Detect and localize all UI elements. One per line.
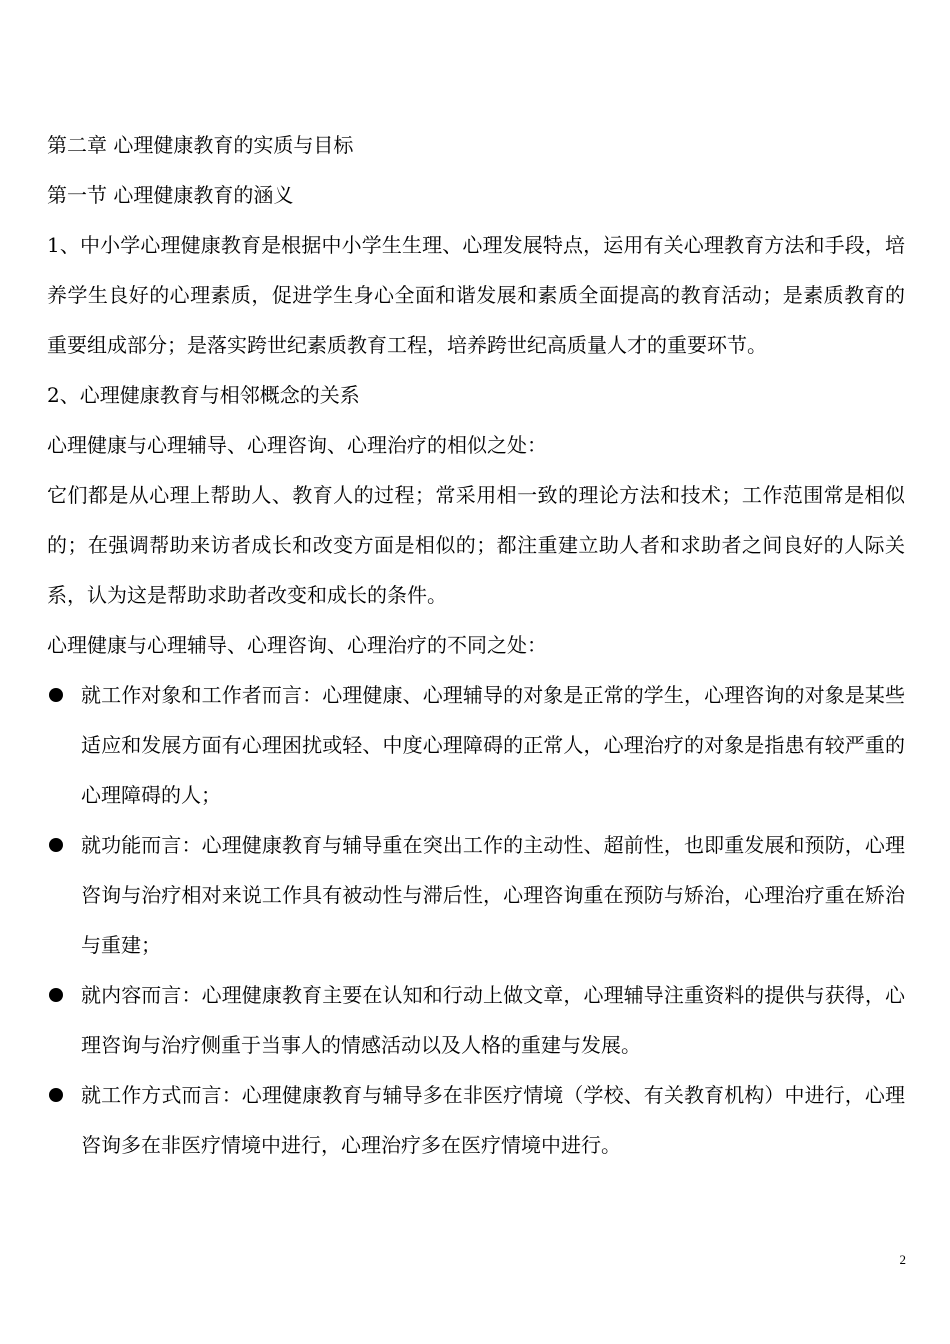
list-item: [47, 670, 905, 820]
list-item: [47, 1070, 905, 1170]
differences-heading: 心理健康与心理辅导、心理咨询、心理治疗的不同之处：: [47, 633, 547, 657]
section-title: 第一节 心理健康教育的涵义: [47, 183, 294, 207]
list-item-text: 就内容而言：心理健康教育主要在认知和行动上做文章，心理辅导注重资料的提供与获得，心理咨询与治疗侧重于当事人的情感活动以及人格的重建与发展。: [81, 983, 905, 1057]
similarities-text: 它们都是从心理上帮助人、教育人的过程；常采用相一致的理论方法和技术；工作范围常是相似的；在强调帮助来访者成长和改变方面是相似的；都注重建立助人者和求助者之间良好的人际关系，认为这是帮助求助者改变和成长的条件。: [47, 483, 905, 607]
paragraph-relation-heading: 2、心理健康教育与相邻概念的关系: [47, 383, 360, 407]
list-item-text: 就功能而言：心理健康教育与辅导重在突出工作的主动性、超前性，也即重发展和预防，心理咨询与治疗相对来说工作具有被动性与滞后性，心理咨询重在预防与矫治，心理治疗重在矫治与重建；: [81, 833, 905, 957]
page-number: 2: [899, 1252, 906, 1267]
paragraph-definition: 1、中小学心理健康教育是根据中小学生生理、心理发展特点，运用有关心理教育方法和手段，培养学生良好的心理素质，促进学生身心全面和谐发展和素质全面提高的教育活动；是素质教育的重要组成部分；是落实跨世纪素质教育工程，培养跨世纪高质量人才的重要环节。: [47, 233, 905, 357]
similarities-heading: 心理健康与心理辅导、心理咨询、心理治疗的相似之处：: [47, 433, 547, 457]
list-item-text: 就工作对象和工作者而言：心理健康、心理辅导的对象是正常的学生，心理咨询的对象是某些适应和发展方面有心理困扰或轻、中度心理障碍的正常人，心理治疗的对象是指患有较严重的心理障碍的人；: [81, 683, 905, 807]
chapter-title: 第二章 心理健康教育的实质与目标: [47, 133, 354, 157]
differences-list: [47, 670, 905, 1170]
bullet-icon: [49, 1088, 63, 1102]
document-body: [47, 120, 905, 1170]
list-item: [47, 820, 905, 970]
bullet-icon: [49, 688, 63, 702]
bullet-icon: [49, 988, 63, 1002]
bullet-icon: [49, 838, 63, 852]
list-item-text: 就工作方式而言：心理健康教育与辅导多在非医疗情境（学校、有关教育机构）中进行，心理咨询多在非医疗情境中进行，心理治疗多在医疗情境中进行。: [81, 1083, 905, 1157]
list-item: [47, 970, 905, 1070]
